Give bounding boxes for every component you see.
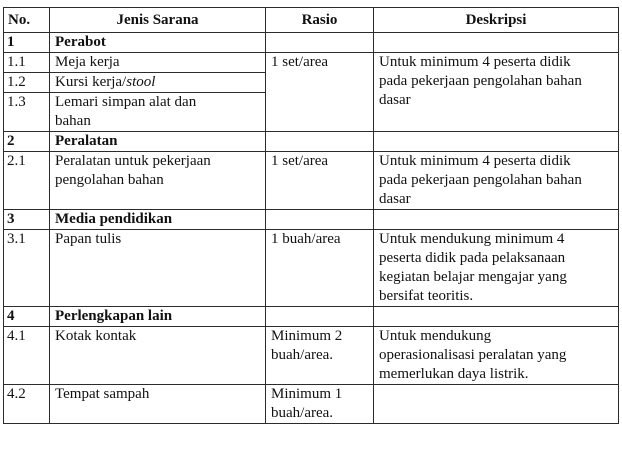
item-deskripsi <box>374 327 619 385</box>
item-name-text: Kursi kerja/ <box>55 74 127 90</box>
header-rasio: Rasio <box>266 8 374 33</box>
item-rasio <box>266 327 374 385</box>
header-no: No. <box>4 8 50 33</box>
section-title: Perlengkapan lain <box>50 307 266 327</box>
table-row <box>4 230 619 307</box>
item-deskripsi <box>374 385 619 424</box>
section-no: 1 <box>4 33 50 53</box>
item-name: Kotak kontak <box>50 327 266 385</box>
deskripsi-line: bersifat teoritis. <box>379 288 474 304</box>
section-row-peralatan <box>4 132 619 152</box>
item-name-line: pengolahan bahan <box>55 172 164 188</box>
rasio-line: buah/area. <box>271 405 334 421</box>
empty-cell <box>266 33 374 53</box>
item-name <box>50 152 266 210</box>
rasio-line: Minimum 2 <box>271 328 343 344</box>
item-name <box>50 73 266 93</box>
rasio-line: Minimum 1 <box>271 386 343 402</box>
section-title: Perabot <box>50 33 266 53</box>
deskripsi-line: memerlukan daya listrik. <box>379 366 529 382</box>
empty-cell <box>266 307 374 327</box>
item-deskripsi <box>374 152 619 210</box>
item-rasio: 1 set/area <box>266 152 374 210</box>
table-row <box>4 53 619 73</box>
item-no: 3.1 <box>4 230 50 307</box>
header-row <box>4 8 619 33</box>
header-jenis-sarana: Jenis Sarana <box>50 8 266 33</box>
item-name-line: Lemari simpan alat dan <box>55 94 197 110</box>
empty-cell <box>374 210 619 230</box>
section-row-perabot <box>4 33 619 53</box>
item-name-line: bahan <box>55 113 91 129</box>
rasio-line: buah/area. <box>271 347 334 363</box>
item-name: Meja kerja <box>50 53 266 73</box>
item-name-italic: stool <box>126 74 156 90</box>
table-row <box>4 152 619 210</box>
item-rasio: 1 buah/area <box>266 230 374 307</box>
item-no: 1.3 <box>4 93 50 132</box>
item-no: 4.2 <box>4 385 50 424</box>
empty-cell <box>266 132 374 152</box>
section-no: 4 <box>4 307 50 327</box>
deskripsi-line: peserta didik pada pelaksanaan <box>379 250 566 266</box>
section-row-perlengkapan-lain <box>4 307 619 327</box>
section-row-media-pendidikan <box>4 210 619 230</box>
item-rasio: 1 set/area <box>266 53 374 132</box>
deskripsi-line: operasionalisasi peralatan yang <box>379 347 567 363</box>
item-deskripsi <box>374 230 619 307</box>
deskripsi-line: pada pekerjaan pengolahan bahan <box>379 73 582 89</box>
table-row <box>4 385 619 424</box>
deskripsi-line: Untuk minimum 4 peserta didik <box>379 54 571 70</box>
item-name: Tempat sampah <box>50 385 266 424</box>
section-title: Media pendidikan <box>50 210 266 230</box>
item-rasio <box>266 385 374 424</box>
sarana-table <box>3 7 619 424</box>
empty-cell <box>266 210 374 230</box>
section-title: Peralatan <box>50 132 266 152</box>
item-name-line: Peralatan untuk pekerjaan <box>55 153 211 169</box>
item-no: 2.1 <box>4 152 50 210</box>
deskripsi-line: pada pekerjaan pengolahan bahan <box>379 172 582 188</box>
deskripsi-line: dasar <box>379 191 411 207</box>
header-deskripsi: Deskripsi <box>374 8 619 33</box>
deskripsi-line: dasar <box>379 92 411 108</box>
item-no: 1.1 <box>4 53 50 73</box>
item-no: 4.1 <box>4 327 50 385</box>
deskripsi-line: kegiatan belajar mengajar yang <box>379 269 567 285</box>
deskripsi-line: Untuk mendukung minimum 4 <box>379 231 565 247</box>
empty-cell <box>374 307 619 327</box>
item-name <box>50 93 266 132</box>
item-no: 1.2 <box>4 73 50 93</box>
section-no: 3 <box>4 210 50 230</box>
section-no: 2 <box>4 132 50 152</box>
table-row <box>4 327 619 385</box>
empty-cell <box>374 132 619 152</box>
deskripsi-line: Untuk mendukung <box>379 328 492 344</box>
empty-cell <box>374 33 619 53</box>
deskripsi-line: Untuk minimum 4 peserta didik <box>379 153 571 169</box>
item-name: Papan tulis <box>50 230 266 307</box>
item-deskripsi <box>374 53 619 132</box>
